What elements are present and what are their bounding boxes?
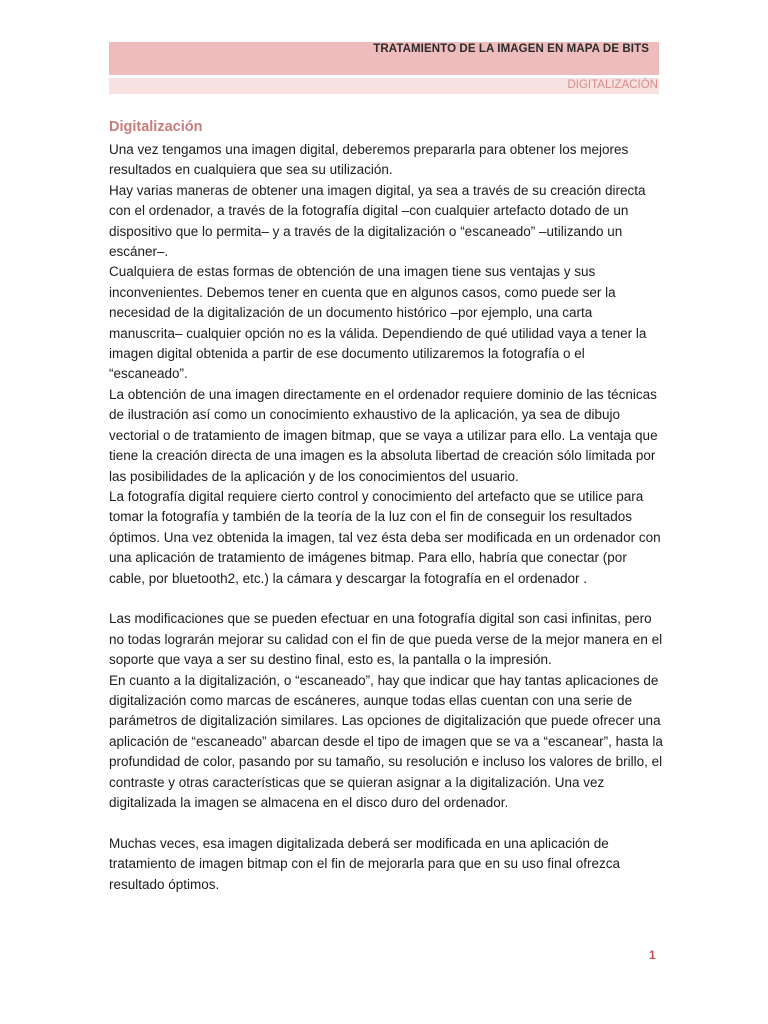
header-title: TRATAMIENTO DE LA IMAGEN EN MAPA DE BITS [373, 43, 649, 55]
paragraph: Cualquiera de estas formas de obtención de una imagen tiene sus ventajas y sus inconvenientes. Debemos tener en cuenta que en algunos casos, como puede ser la necesidad de la digitalización de un documento histórico –por ejemplo, una carta manuscrita– cualquier opción no es la válida. Dependiendo de qué utilidad vaya a tener la imagen digital obtenida a partir de ese documento utilizaremos la fotografía o el “escaneado”. [109, 264, 647, 382]
paragraph: Muchas veces, esa imagen digitalizada deberá ser modificada en una aplicación de tratamiento de imagen bitmap con el fin de mejorarla para que en su uso final ofrezca resultado óptimos. [109, 835, 621, 892]
paragraph: Una vez tengamos una imagen digital, deberemos prepararla para obtener los mejores resultados en cualquiera que sea su utilización. [109, 142, 629, 178]
paragraph: La obtención de una imagen directamente en el ordenador requiere dominio de las técnicas de ilustración así como un conocimiento exhaustivo de la aplicación, ya sea de dibujo vectorial o de tratamiento de imagen bitmap, que se vaya a utilizar para ello. La ventaja que tiene la creación directa de una imagen es la absoluta libertad de creación sólo limitada por las posibilidades de la aplicación y de los conocimientos del usuario. [109, 386, 658, 484]
header-subtitle: DIGITALIZACIÓN [567, 79, 658, 91]
section-title: Digitalización [109, 119, 203, 135]
header-subtitle-band [109, 78, 659, 94]
paragraph: Hay varias maneras de obtener una imagen digital, ya sea a través de su creación directa con el ordenador, a través de la fotografía digital –con cualquier artefacto dotado de un dispositivo que lo permita– y a través de la digitalización o “escaneado” –utilizando un escáner–. [109, 182, 646, 260]
page-number: 1 [649, 948, 656, 962]
paragraph: En cuanto a la digitalización, o “escaneado”, hay que indicar que hay tantas aplicaciones de digitalización como marcas de escáneres, aunque todas ellas cuentan con una serie de parámetros de digitalización similares. Las opciones de digitalización que puede ofrecer una aplicación de “escaneado” abarcan desde el tipo de imagen que se va a “escanear”, hasta la profundidad de color, pasando por su tamaño, su resolución e incluso los valores de brillo, el contraste y otras características que se quieran asignar a la digitalización. Una vez digitalizada la imagen se almacena en el disco duro del ordenador. [109, 672, 663, 810]
paragraph: Las modificaciones que se pueden efectuar en una fotografía digital son casi infinitas, pero no todas lograrán mejorar su calidad con el fin de que pueda verse de la mejor manera en el soporte que vaya a ser su destino final, esto es, la pantalla o la impresión. [109, 611, 663, 668]
paragraph: La fotografía digital requiere cierto control y conocimiento del artefacto que se utilice para tomar la fotografía y también de la teoría de la luz con el fin de conseguir los resultados óptimos. Una vez obtenida la imagen, tal vez ésta deba ser modificada en un ordenador con una aplicación de tratamiento de imágenes bitmap. Para ello, habría que conectar (por cable, por bluetooth2, etc.) la cámara y descargar la fotografía en el ordenador . [109, 488, 661, 586]
document-body [109, 140, 664, 895]
header-band [109, 42, 659, 75]
